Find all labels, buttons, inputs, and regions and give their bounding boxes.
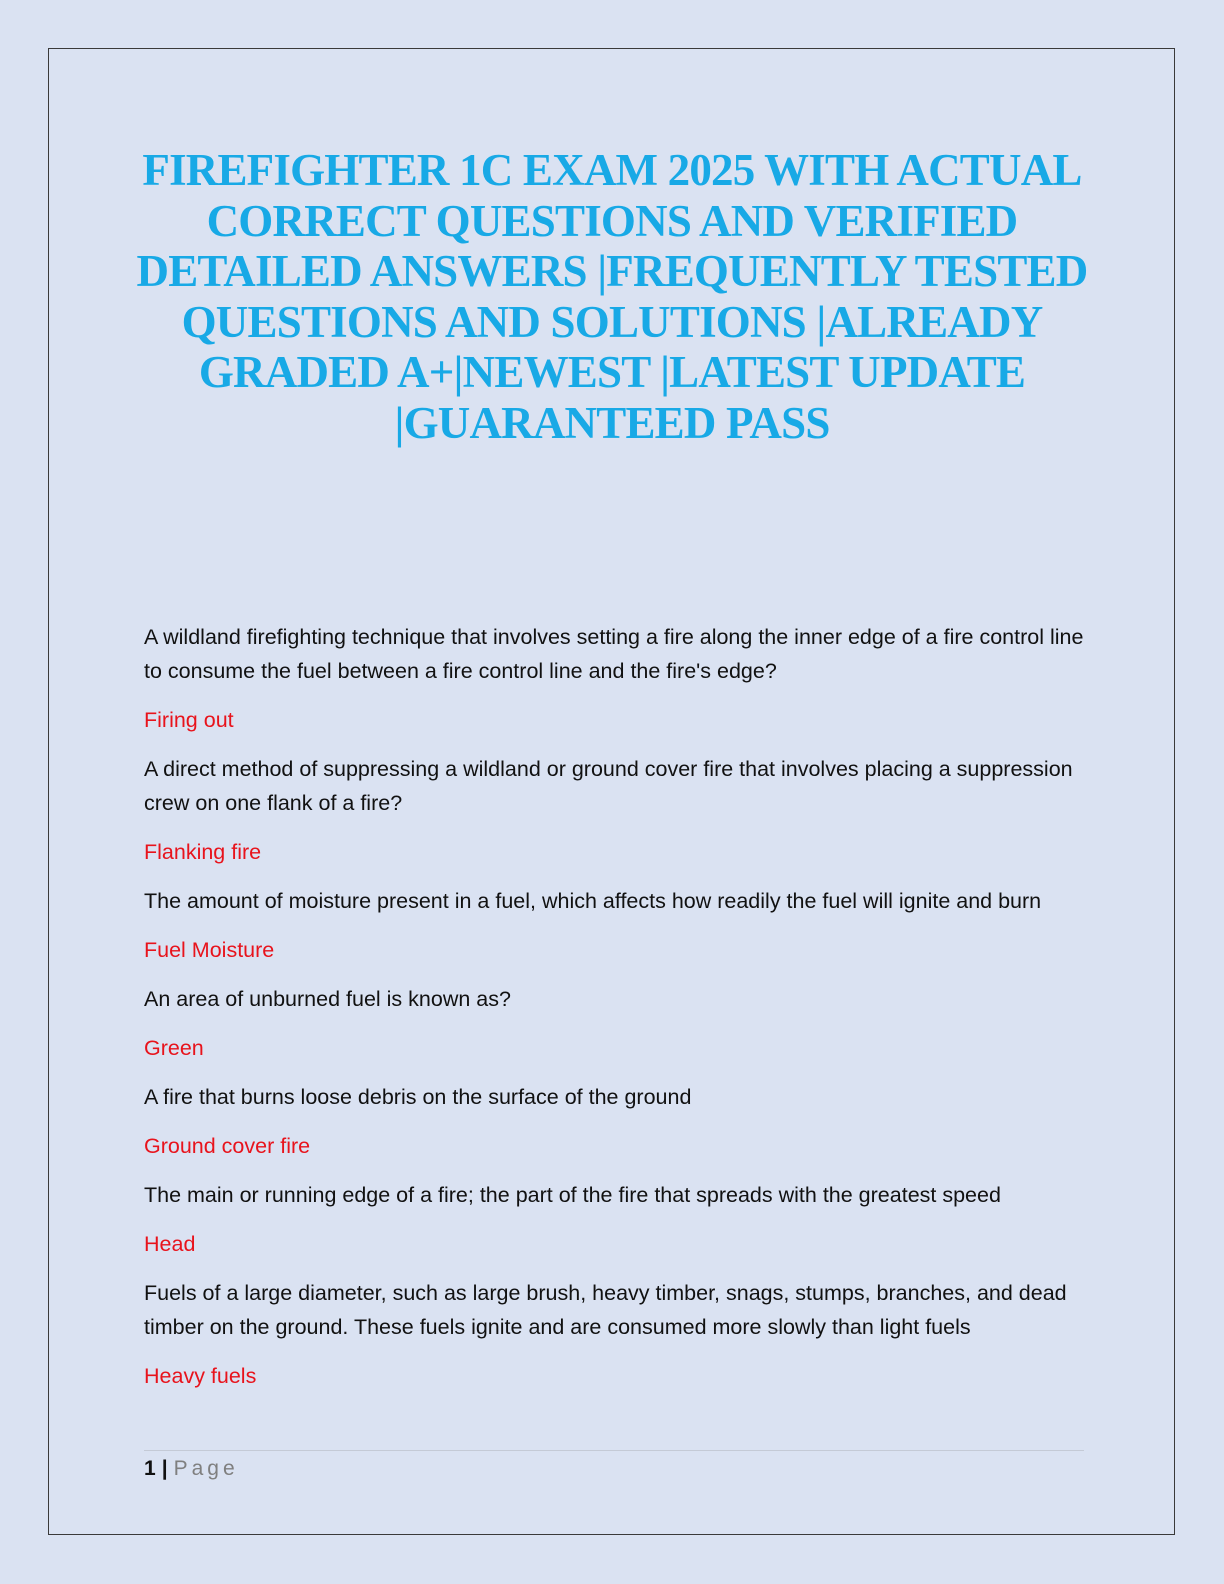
page-label: Page	[173, 1457, 239, 1480]
answer-text: Fuel Moisture	[144, 938, 275, 962]
question-text: The amount of moisture present in a fuel, which affects how readily the fuel will ignite and burn	[144, 889, 1042, 913]
qa-list	[144, 620, 1084, 1408]
title-line: CORRECT QUESTIONS AND VERIFIED	[206, 195, 1018, 246]
question-text: An area of unburned fuel is known as?	[144, 987, 511, 1011]
page-footer	[144, 1454, 239, 1484]
footer-divider	[144, 1450, 1084, 1451]
page-number: 1	[144, 1457, 156, 1480]
answer-text: Green	[144, 1036, 204, 1060]
document-title	[130, 145, 1094, 448]
question-text: A direct method of suppressing a wildland or ground cover fire that involves placing a suppression crew on one flank of a fire?	[144, 757, 1073, 815]
question-text: The main or running edge of a fire; the part of the fire that spreads with the greatest speed	[144, 1183, 1001, 1207]
title-line: DETAILED ANSWERS |FREQUENTLY TESTED	[136, 246, 1088, 296]
answer-text: Flanking fire	[144, 840, 262, 864]
title-line: QUESTIONS AND SOLUTIONS |ALREADY	[181, 296, 1043, 347]
footer-separator: |	[161, 1457, 168, 1480]
question-text: A wildland firefighting technique that involves setting a fire along the inner edge of a fire control line to consume the fuel between a fire control line and the fire's edge?	[144, 625, 1084, 683]
answer-text: Firing out	[144, 708, 234, 732]
answer-text: Ground cover fire	[144, 1134, 311, 1158]
question-text: A fire that burns loose debris on the surface of the ground	[144, 1085, 692, 1109]
title-line: |GUARANTEED PASS	[394, 397, 830, 448]
answer-text: Heavy fuels	[144, 1364, 257, 1388]
title-line: FIREFIGHTER 1C EXAM 2025 WITH ACTUAL	[142, 145, 1082, 195]
question-text: Fuels of a large diameter, such as large brush, heavy timber, snags, stumps, branches, and dead timber on the ground. These fuels ignite and are consumed more slowly than light fuels	[144, 1281, 1067, 1339]
answer-text: Head	[144, 1232, 196, 1256]
title-line: GRADED A+|NEWEST |LATEST UPDATE	[198, 347, 1026, 397]
